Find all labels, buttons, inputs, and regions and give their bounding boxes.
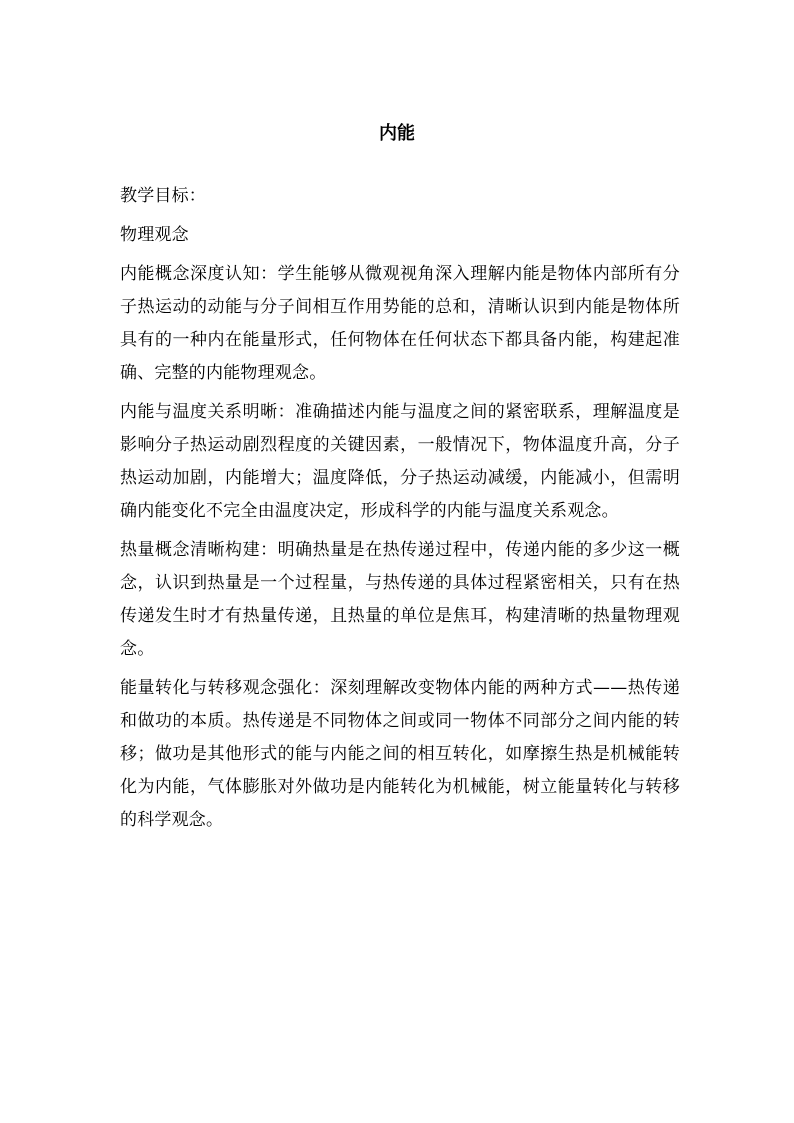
section-heading-physics-concept: 物理观念	[120, 225, 189, 245]
paragraph-internal-energy-concept: 内能概念深度认知：学生能够从微观视角深入理解内能是物体内部所有分子热运动的动能与分子间相互作用势能的总和，清晰认识到内能是物体所具有的一种内在能量形式，任何物体在任何状态下都具备内能，构建起准确、完整的内能物理观念。	[120, 264, 680, 383]
paragraph-energy-temperature-relation: 内能与温度关系明晰：准确描述内能与温度之间的紧密联系，理解温度是影响分子热运动剧烈程度的关键因素，一般情况下，物体温度升高，分子热运动加剧，内能增大；温度降低，分子热运动减缓，内能减小，但需明确内能变化不完全由温度决定，形成科学的内能与温度关系观念。	[120, 402, 680, 521]
teaching-goals-heading: 教学目标：	[120, 186, 206, 206]
paragraph-energy-transfer-transformation: 能量转化与转移观念强化：深刻理解改变物体内能的两种方式——热传递和做功的本质。热传递是不同物体之间或同一物体不同部分之间内能的转移；做功是其他形式的能与内能之间的相互转化，如摩擦生热是机械能转化为内能，气体膨胀对外做功是内能转化为机械能，树立能量转化与转移的科学观念。	[120, 678, 680, 830]
document-title: 内能	[379, 123, 415, 144]
paragraph-heat-concept: 热量概念清晰构建：明确热量是在热传递过程中，传递内能的多少这一概念，认识到热量是一个过程量，与热传递的具体过程紧密相关，只有在热传递发生时才有热量传递，且热量的单位是焦耳，构建清晰的热量物理观念。	[120, 540, 680, 659]
document-body	[120, 180, 680, 837]
